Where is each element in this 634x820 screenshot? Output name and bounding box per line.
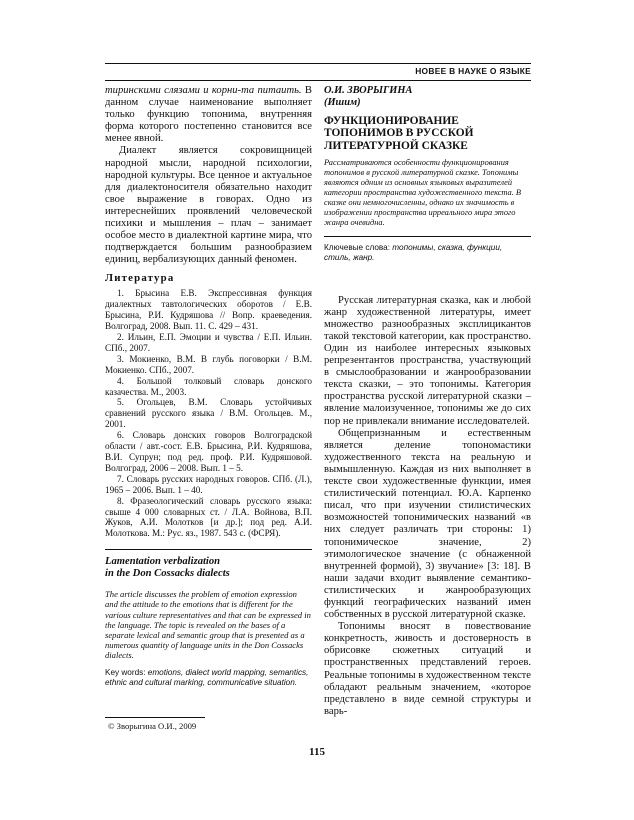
english-title-line: in the Don Cossacks dialects — [105, 568, 230, 580]
reference-item: 3. Мокиенко, В.М. В глубь поговорки / В.М. Мокиенко. СПб., 2007. — [105, 353, 312, 375]
body-paragraph: Общепризнанным и естественным является деление топономастики художественного текста на реальную и вымышленную. Каждая из них выполняет в тексте свои художественные функции, имея стилистический потенциал. Ю.А. Карпенко писал, что при изучении стилистических возможностей топонимических названий «в них следует различать три стороны: 1) топонимическое значение, 2) этимологическое значение (с обнаженной внутренней формой), 3) звучание» [3: 18]. В наши задачи входит выявление семантико-стилистических и жанрообразующих функций географических названий имен собственных в русской литературной сказке. — [324, 427, 531, 621]
running-head: НОВЕЕ В НАУКЕ О ЯЗЫКЕ — [415, 66, 531, 76]
keywords-label: Key words: — [105, 667, 148, 677]
keywords-values: emotions, dialect world mapping, semantics, ethnic and cultural marking, communicative situation. — [105, 667, 309, 687]
author-name: О.И. ЗВОРЫГИНА — [324, 85, 413, 96]
article-body — [324, 295, 531, 718]
continued-paragraph — [105, 85, 312, 145]
author-city: (Ишим) — [324, 97, 361, 108]
reference-item: 5. Огольцев, В.М. Словарь устойчивых сравнений русского языка / В.М. Огольцев. М., 2001. — [105, 397, 312, 430]
english-keywords — [105, 668, 312, 688]
continued-text: В данном случае наименование выполняет только функцию топонима, внутренняя форма которого постепенно становится все менее явной. — [105, 85, 312, 145]
reference-item: 8. Фразеологический словарь русского языка: свыше 4 000 словарных ст. / Л.А. Войнова, В.П. Жуков, А.И. Молотков [и др.]; под ред. А.И. Молоткова. М.: Рус. яз., 1987. 543 с. (ФСРЯ). — [105, 495, 312, 539]
section-divider — [105, 549, 312, 550]
russian-abstract: Рассматриваются особенности функционирования топонимов в русской литературной сказке. Топонимы являются одним из основных языковых выразителей категории пространства художественного текста. В сказке они немногочисленны, однако их значимость в изображении пространства ирреального мира этого жанра очевидна. — [324, 158, 522, 228]
conclusion-paragraph: Диалект является сокровищницей народной мысли, народной психологии, народной культуры. Все ценное и актуальное для диалектоносителя обязательно находит свое выражение в говорах. Одно из интереснейших проявлений человеческой психики и мышления – плач – занимает особое место в диалектной картине мира, что подтверждается большим разнообразием единиц, вербализующих данный феномен. — [105, 145, 312, 266]
english-title-line: Lamentation verbalization — [105, 556, 221, 568]
article-title-line: ФУНКЦИОНИРОВАНИЕ — [324, 115, 459, 127]
article-title-line: ТОПОНИМОВ В РУССКОЙ — [324, 127, 474, 140]
page-number: 115 — [309, 746, 325, 758]
left-column — [105, 85, 312, 688]
header-rule-top — [105, 63, 531, 64]
dialect-quote: тиринскими слязами и корни-та питаить. — [105, 85, 302, 96]
keywords-values: топонимы, сказка, функции, стиль, жанр. — [324, 243, 503, 263]
footnote-rule — [105, 717, 205, 718]
body-paragraph: Русская литературная сказка, как и любой жанр художественной литературы, имеет множество разнообразных эксплицикантов такой текстовой категории, как пространство. Один из наиболее интересных языковых репрезентантов пространства, участвующий в смыслообразовании и жанрообразовании текста сказки, – это топонимы. Категория пространства русской литературной сказки – явление малоизученное, топонимы же до сих пор не привлекали внимание исследователей. — [324, 294, 531, 427]
reference-item: 1. Брысина Е.В. Экспрессивная функция диалектных тавтологических оборотов / Е.В. Брысина, Р.И. Кудряшова // Вопр. краеведения. Волгоград, 2008. Вып. 11. С. 429 – 431. — [105, 288, 312, 332]
reference-item: 7. Словарь русских народных говоров. СПб. (Л.), 1965 – 2006. Вып. 1 – 40. — [105, 473, 312, 495]
body-paragraph: Топонимы вносят в повествование конкретность, живость и достоверность в обрисовке сюжетных ситуаций и пространственных представлений героев. Реальные топонимы в художественном тексте обладают реальным значением, «которое представлено в виде семной структуры и варь- — [324, 621, 531, 717]
keywords-label: Ключевые слова: — [324, 243, 393, 253]
russian-keywords — [324, 243, 531, 263]
header-rule-bottom — [105, 80, 531, 81]
copyright-note: © Зворыгина О.И., 2009 — [108, 721, 197, 731]
english-abstract: The article discusses the problem of emotion expression and the attitude to the emotions that is different for the various culture representatives and that can be expressed in the language. The topic is revealed on the bases of a separate lexical and semantic group that is presented as a numerous quantity of language units in the Don Cossacks dialects. — [105, 589, 311, 661]
reference-list — [105, 288, 312, 539]
english-title — [105, 556, 312, 580]
keywords-divider — [324, 236, 531, 237]
right-column — [324, 85, 531, 718]
reference-item: 2. Ильин, Е.П. Эмоции и чувства / Е.П. Ильин. СПб., 2007. — [105, 332, 312, 353]
reference-item: 4. Большой толковый словарь донского казачества. М., 2003. — [105, 375, 312, 397]
reference-item: 6. Словарь донских говоров Волгоградской области / авт.-сост. Е.В. Брысина, Р.И. Кудряшова, В.И. Супрун; под ред. проф. Р.И. Кудряшовой. Волгоград, 2006 – 2008. Вып. 1 – 5. — [105, 430, 312, 473]
article-title — [324, 115, 531, 152]
literature-heading: Литература — [105, 272, 175, 285]
article-title-line: ЛИТЕРАТУРНОЙ СКАЗКЕ — [324, 139, 468, 152]
